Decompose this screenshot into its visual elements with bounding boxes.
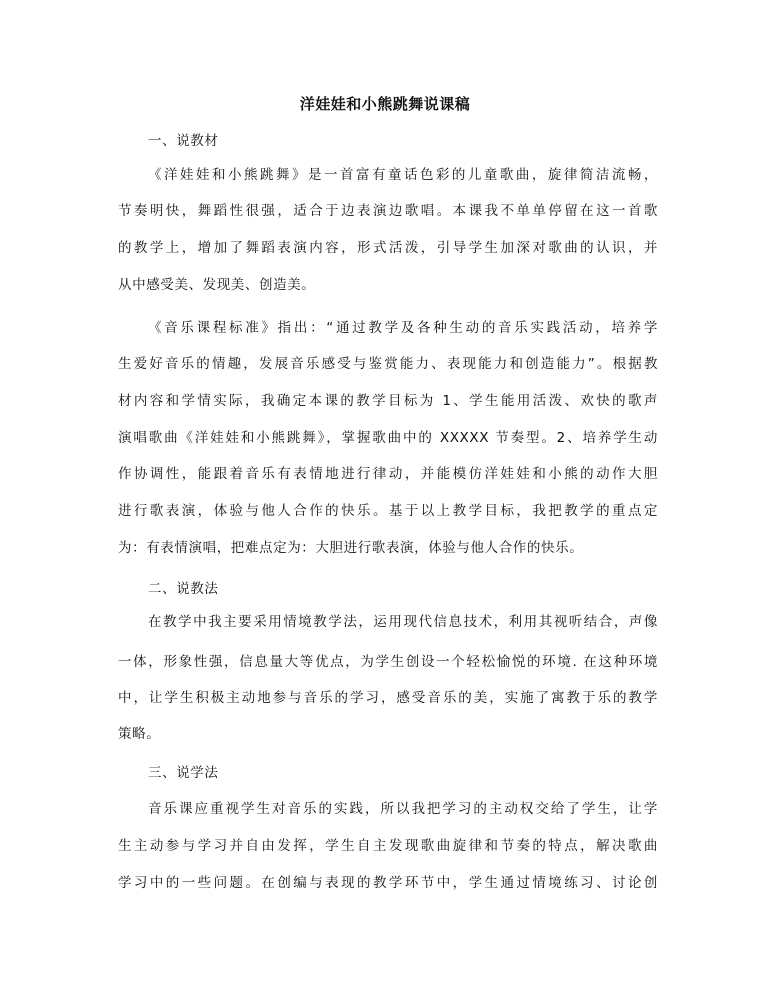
document-title: 洋娃娃和小熊跳舞说课稿 — [299, 95, 471, 113]
paragraph-line: 演唱歌曲《洋娃娃和小熊跳舞》，掌握歌曲中的 XXXXX 节奏型。2、培养学生动 — [118, 430, 658, 446]
paragraph-line: 《洋娃娃和小熊跳舞》是一首富有童话色彩的儿童歌曲，旋律简洁流畅， — [148, 167, 658, 183]
paragraph-line: 节奏明快，舞蹈性很强，适合于边表演边歌唱。本课我不单单停留在这一首歌 — [118, 203, 658, 219]
paragraph-line: 中，让学生积极主动地参与音乐的学习，感受音乐的美，实施了寓教于乐的教学 — [118, 690, 658, 706]
paragraph-line: 生爱好音乐的情趣，发展音乐感受与鉴赏能力、表现能力和创造能力”。根据教 — [118, 356, 658, 372]
paragraph-line: 在教学中我主要采用情境教学法，运用现代信息技术，利用其视听结合，声像 — [148, 614, 658, 630]
paragraph-line: 进行歌表演，体验与他人合作的快乐。基于以上教学目标，我把教学的重点定 — [118, 503, 658, 519]
paragraph-line: 的教学上，增加了舞蹈表演内容，形式活泼，引导学生加深对歌曲的认识，并 — [118, 240, 658, 256]
section-heading-learning-method: 三、说学法 — [148, 765, 219, 781]
section-heading-teaching-material: 一、说教材 — [148, 133, 219, 149]
paragraph-line: 音乐课应重视学生对音乐的实践，所以我把学习的主动权交给了学生，让学 — [148, 801, 658, 817]
paragraph-line: 生主动参与学习并自由发挥，学生自主发现歌曲旋律和节奏的特点，解决歌曲 — [118, 838, 658, 854]
paragraph-line: 为：有表情演唱，把难点定为：大胆进行歌表演，体验与他人合作的快乐。 — [118, 540, 584, 556]
paragraph-line: 一体，形象性强，信息量大等优点，为学生创设一个轻松愉悦的环境. 在这种环境 — [118, 654, 658, 670]
paragraph-line: 作协调性，能跟着音乐有表情地进行律动，并能模仿洋娃娃和小熊的动作大胆 — [118, 466, 658, 482]
paragraph-line: 策略。 — [118, 726, 161, 742]
section-heading-teaching-method: 二、说教法 — [148, 581, 219, 597]
paragraph-line: 从中感受美、发现美、创造美。 — [118, 277, 316, 293]
paragraph-line: 学习中的一些问题。在创编与表现的教学环节中，学生通过情境练习、讨论创 — [118, 875, 658, 891]
paragraph-line: 《音乐课程标准》指出：“通过教学及各种生动的音乐实践活动，培养学 — [148, 320, 658, 336]
paragraph-line: 材内容和学情实际，我确定本课的教学目标为 1、学生能用活泼、欢快的歌声 — [118, 393, 658, 409]
